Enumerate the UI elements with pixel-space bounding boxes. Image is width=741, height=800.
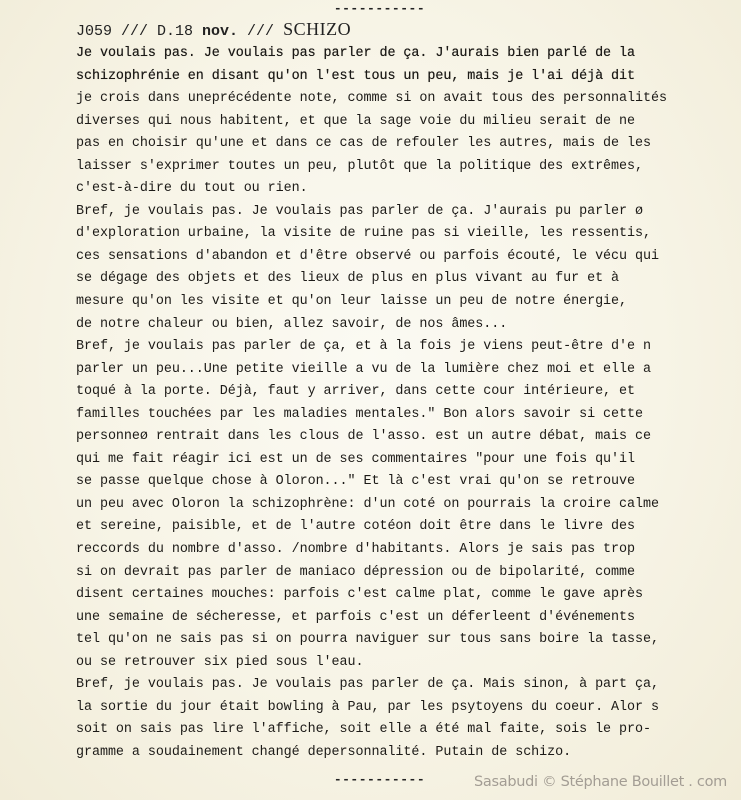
text-line: familles touchées par les maladies mentales." Bon alors savoir si cette [76, 406, 643, 422]
text-line: laisser s'exprimer toutes un peu, plutôt que la politique des extrêmes, [76, 158, 643, 174]
text-line: Bref, je voulais pas. Je voulais pas parler de ça. J'aurais pu parler ø [76, 203, 643, 219]
text-line: disent certaines mouches: parfois c'est calme plat, comme le gave après [76, 587, 643, 603]
text-line: la sortie du jour était bowling à Pau, par les psytoyens du coeur. Alor s [76, 699, 659, 715]
separator-top: ----------- [333, 1, 426, 16]
entry-title: SCHIZO [283, 19, 352, 39]
separator-bottom: ----------- [333, 772, 426, 787]
text-line: diverses qui nous habitent, et que la sage voie du milieu serait de ne [76, 113, 635, 129]
entry-month: nov. [202, 23, 239, 40]
text-line: une semaine de sécheresse, et parfois c'est un déferleent d'événements [76, 609, 635, 625]
text-line: Bref, je voulais pas. Je voulais pas parler de ça. Mais sinon, à part ça, [76, 677, 659, 693]
text-line: d'exploration urbaine, la visite de ruine pas si vieille, les ressentis, [76, 226, 651, 242]
text-line: parler un peu...Une petite vieille a vu de la lumière chez moi et elle a [76, 361, 651, 377]
text-line: toqué à la porte. Déjà, faut y arriver, dans cette cour intérieure, et [76, 384, 635, 400]
text-line: si on devrait pas parler de maniaco dépression ou de bipolarité, comme [76, 564, 635, 580]
text-line: se dégage des objets et des lieux de plus en plus vivant au fur et à [76, 271, 620, 287]
text-line: tel qu'on ne sais pas si on pourra naviguer sur tous sans boire la tasse, [76, 632, 659, 648]
text-line: qui me fait réagir ici est un de ses commentaires "pour une fois qu'il [76, 451, 635, 467]
text-line: c'est-à-dire du tout ou rien. [76, 181, 308, 197]
watermark: Sasabudi © Stéphane Bouillet . com [474, 774, 727, 790]
text-line: de notre chaleur ou bien, allez savoir, de nos âmes... [76, 316, 508, 332]
text-line: mesure qu'on les visite et qu'on leur laisse un peu de notre énergie, [76, 294, 628, 310]
entry-header [76, 19, 351, 40]
text-line: et sereine, paisible, et de l'autre cotéon doit être dans le livre des [76, 519, 635, 535]
typewritten-body [76, 43, 726, 765]
text-line: un peu avec Oloron la schizophrène: d'un coté on pourrais la croire calme [76, 496, 659, 512]
text-line: je crois dans uneprécédente note, comme si on avait tous des personnalités [76, 91, 667, 107]
text-line: ou se retrouver six pied sous l'eau. [76, 654, 364, 670]
text-line: se passe quelque chose à Oloron..." Et là c'est vrai qu'on se retrouve [76, 474, 635, 490]
entry-id: J059 /// D.18 [76, 23, 203, 40]
text-line: ces sensations d'abandon et d'être observé ou parfois écouté, le vécu qui [76, 248, 659, 264]
text-line: pas en choisir qu'une et dans ce cas de refouler les autres, mais de les [76, 136, 651, 152]
text-line: Je voulais pas. Je voulais pas parler de ça. J'aurais bien parlé de la [76, 46, 635, 61]
text-line: gramme a soudainement changé depersonnalité. Putain de schizo. [76, 744, 572, 760]
entry-separator: /// [238, 23, 284, 40]
text-line: Bref, je voulais pas parler de ça, et à la fois je viens peut-être d'e n [76, 339, 651, 355]
text-line: schizophrénie en disant qu'on l'est tous un peu, mais je l'ai déjà dit [76, 68, 635, 84]
text-line: soit on sais pas lire l'affiche, soit elle a été mal faite, sois le pro- [76, 722, 651, 738]
text-line: reccords du nombre d'asso. /nombre d'habitants. Alors je sais pas trop [76, 542, 635, 558]
text-line: personneø rentrait dans les clous de l'asso. est un autre débat, mais ce [76, 429, 651, 445]
